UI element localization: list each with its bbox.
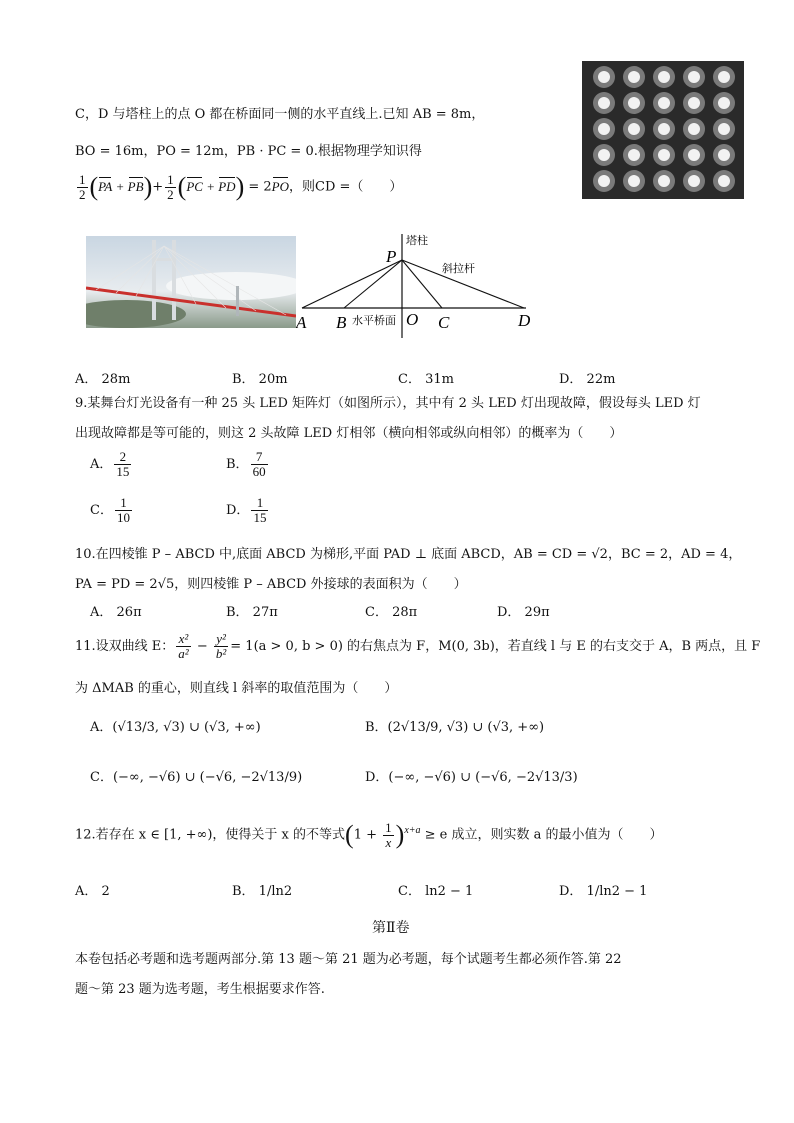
section2-title: 第Ⅱ卷 bbox=[372, 920, 410, 936]
bridge-photo bbox=[86, 236, 296, 328]
led-lamp-center bbox=[598, 71, 610, 83]
q8-option-b: B． 20m bbox=[232, 372, 288, 387]
q11-option-a: A．(√13/3, √3) ∪ (√3, +∞) bbox=[90, 720, 261, 735]
led-lamp-center bbox=[658, 175, 670, 187]
led-lamp-center bbox=[598, 97, 610, 109]
q12-line1: 12.若存在 x ∈ [1, +∞)，使得关于 x 的不等式(1 + $\frac{1}{x}$ )$^{x+a}$ ≥ e 成立，则实数 a 的最小值为（ ） bbox=[75, 819, 663, 850]
label-cable: 斜拉杆 bbox=[442, 262, 475, 275]
section2-para-line1: 本卷包括必考题和选考题两部分.第 13 题～第 21 题为必考题，每个试题考生都必须作答.第 22 bbox=[75, 952, 622, 967]
led-lamp-center bbox=[628, 149, 640, 161]
q11-line1-pre: 11.设双曲线 E： bbox=[75, 639, 175, 654]
q12-option-c: C． ln2 − 1 bbox=[398, 884, 474, 899]
q8-line3-tail: ，则CD =（ ） bbox=[289, 179, 403, 195]
led-lamp-center bbox=[688, 97, 700, 109]
q9-line2: 出现故障都是等可能的，则这 2 头故障 LED 灯相邻（横向相邻或纵向相邻）的概率为（ ） bbox=[75, 426, 623, 441]
led-lamp-center bbox=[598, 149, 610, 161]
q8-line1: C，D 与塔柱上的点 O 都在桥面同一侧的水平直线上.已知 AB = 8m， bbox=[75, 107, 485, 122]
q10-line1a: 10.在四棱锥 P – ABCD 中,底面 ABCD 为梯形,平面 PAD ⊥ 底面 ABCD， bbox=[75, 547, 514, 562]
q12-option-d: D． 1/ln2 − 1 bbox=[559, 884, 648, 899]
q9-line1: 9.某舞台灯光设备有一种 25 头 LED 矩阵灯（如图所示），其中有 2 头 LED 灯出现故障，假设每头 LED 灯 bbox=[75, 396, 701, 411]
led-lamp-center bbox=[688, 123, 700, 135]
point-P: P bbox=[386, 247, 397, 266]
led-lamp-center bbox=[718, 71, 730, 83]
q10-option-b: B． 27π bbox=[226, 605, 278, 620]
led-lamp-center bbox=[688, 71, 700, 83]
q10-line1 bbox=[75, 543, 741, 562]
q10-option-a: A． 26π bbox=[90, 605, 142, 620]
led-lamp-center bbox=[658, 71, 670, 83]
q9-option-a: A． $\frac{2}{15}$ bbox=[90, 449, 130, 479]
led-lamp-center bbox=[688, 175, 700, 187]
q12-line1-post: ≥ e 成立，则实数 a 的最小值为（ ） bbox=[424, 827, 663, 843]
label-tower: 塔柱 bbox=[406, 234, 428, 247]
point-A: A bbox=[296, 313, 307, 332]
label-deck: 水平桥面 bbox=[352, 314, 396, 327]
led-lamp-center bbox=[628, 71, 640, 83]
led-lamp-center bbox=[628, 175, 640, 187]
q8-line2: BO = 16m，PO = 12m，PB · PC = 0.根据物理学知识得 bbox=[75, 144, 422, 159]
q10-option-d: D． 29π bbox=[497, 605, 550, 620]
q8-option-a: A． 28m bbox=[75, 372, 131, 387]
led-lamp-center bbox=[598, 123, 610, 135]
led-lamp-center bbox=[628, 97, 640, 109]
led-lamp-center bbox=[658, 97, 670, 109]
q11-option-c: C．(−∞, −√6) ∪ (−√6, −2√13/9) bbox=[90, 770, 303, 785]
section2-para-line2: 题～第 23 题为选考题，考生根据要求作答. bbox=[75, 982, 325, 997]
point-O: O bbox=[406, 310, 419, 329]
q11-line1-post: = 1(a > 0, b > 0) 的右焦点为 F，M(0, 3b)，若直线 l 与 E 的右支交于 A，B 两点，且 F bbox=[230, 639, 761, 654]
q12-option-a: A． 2 bbox=[75, 884, 110, 899]
q11-line2: 为 ΔMAB 的重心，则直线 l 斜率的取值范围为（ ） bbox=[75, 681, 398, 696]
q9-option-b: B． $\frac{7}{60}$ bbox=[226, 449, 266, 479]
q12-option-b: B． 1/ln2 bbox=[232, 884, 293, 899]
led-lamp-center bbox=[718, 97, 730, 109]
led-lamp-center bbox=[718, 175, 730, 187]
q11-option-b: B．(2√13/9, √3) ∪ (√3, +∞) bbox=[365, 720, 545, 735]
q8-line3: $\frac{1}{2}$ (PA + PB)+ $\frac{1}{2}$ (PC + PD) = 2PO，则CD =（ ） bbox=[79, 171, 403, 202]
point-D: D bbox=[518, 311, 531, 330]
led-lamp-center bbox=[658, 149, 670, 161]
led-lamp-center bbox=[718, 149, 730, 161]
point-C: C bbox=[438, 313, 450, 332]
led-matrix-photo bbox=[582, 61, 744, 199]
q11-option-d: D．(−∞, −√6) ∪ (−√6, −2√13/3) bbox=[365, 770, 578, 785]
q10-line2: PA = PD = 2√5，则四棱锥 P – ABCD 外接球的表面积为（ ） bbox=[75, 577, 467, 592]
led-lamp-center bbox=[688, 149, 700, 161]
q12-line1-pre: 12.若存在 x ∈ [1, +∞)，使得关于 x 的不等式 bbox=[75, 827, 346, 843]
cable-bridge-diagram bbox=[296, 228, 540, 340]
q10-line1b: AB = CD = √2，BC = 2，AD = 4， bbox=[513, 547, 742, 562]
led-lamp-center bbox=[658, 123, 670, 135]
led-lamp-center bbox=[718, 123, 730, 135]
point-B: B bbox=[336, 313, 347, 332]
q8-option-d: D． 22m bbox=[559, 372, 616, 387]
q9-option-c: C． $\frac{1}{10}$ bbox=[90, 495, 130, 525]
q10-option-c: C． 28π bbox=[365, 605, 418, 620]
q9-option-d: D． $\frac{1}{15}$ bbox=[226, 495, 267, 525]
q8-option-c: C． 31m bbox=[398, 372, 454, 387]
q11-line1: 11.设双曲线 E： $\frac{\text{x²}}{\text{a²}}$ − $\frac{\text{y²}}{\text{b²}}$ = 1(a > 0, b > 0) 的右焦点为 F，M(0, 3b)，若直线 l 与 E 的右支交于 A，B 两点，且 F bbox=[75, 631, 761, 661]
led-lamp-center bbox=[628, 123, 640, 135]
led-lamp-center bbox=[598, 175, 610, 187]
